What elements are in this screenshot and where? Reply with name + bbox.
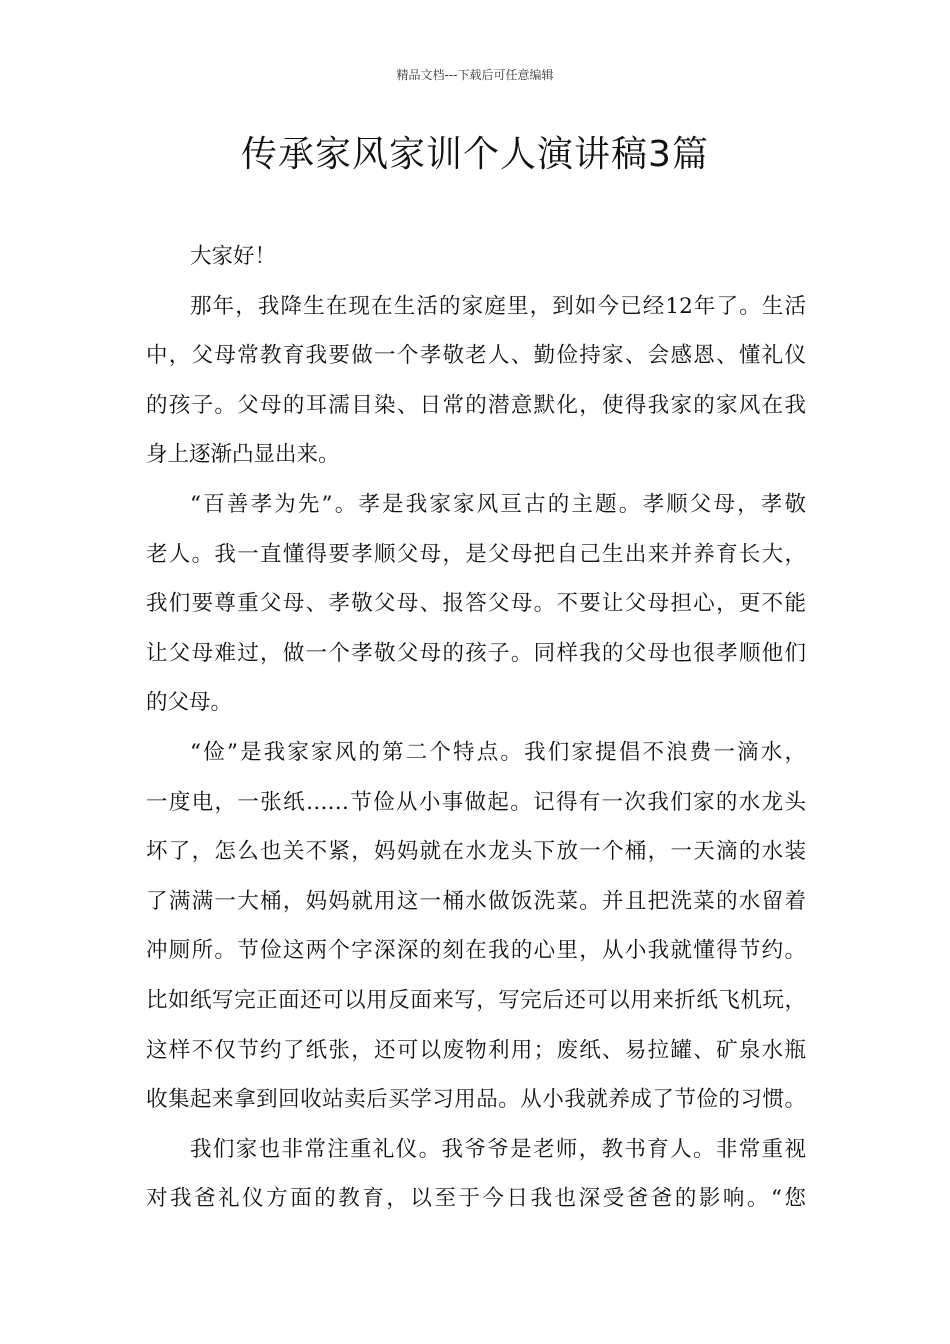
paragraph-line: 了满满一大桶，妈妈就用这一桶水做饭洗菜。并且把洗菜的水留着 xyxy=(146,888,806,914)
paragraph-line: 身上逐渐凸显出来。 xyxy=(146,442,340,468)
paragraph-line: 老人。我一直懂得要孝顺父母，是父母把自己生出来并养育长大， xyxy=(146,541,806,567)
header-note: 精品文档---下载后可任意编辑 xyxy=(396,68,554,82)
paragraph-line: 收集起来拿到回收站卖后买学习用品。从小我就养成了节俭的习惯。 xyxy=(146,1087,806,1113)
paragraph-line: 中，父母常教育我要做一个孝敬老人、勤俭持家、会感恩、懂礼仪 xyxy=(146,343,806,369)
paragraph-line: 冲厕所。节俭这两个字深深的刻在我的心里，从小我就懂得节约。 xyxy=(146,938,806,964)
paragraph-line: 一度电，一张纸……节俭从小事做起。记得有一次我们家的水龙头 xyxy=(146,789,806,815)
paragraph-line: 我们家也非常注重礼仪。我爷爷是老师，教书育人。非常重视 xyxy=(190,1136,806,1162)
paragraph-line: 的父母。 xyxy=(146,690,233,716)
paragraph-line: 大家好！ xyxy=(190,244,277,269)
paragraph-line: 这样不仅节约了纸张，还可以废物利用；废纸、易拉罐、矿泉水瓶 xyxy=(146,1037,806,1063)
paragraph-line: “俭”是我家家风的第二个特点。我们家提倡不浪费一滴水， xyxy=(190,739,806,765)
paragraph-line: 让父母难过，做一个孝敬父母的孩子。同样我的父母也很孝顺他们 xyxy=(146,640,806,666)
paragraph-line: 比如纸写完正面还可以用反面来写，写完后还可以用来折纸飞机玩， xyxy=(146,987,806,1013)
paragraph-line: 我们要尊重父母、孝敬父母、报答父母。不要让父母担心，更不能 xyxy=(146,591,806,617)
paragraph-line: 坏了，怎么也关不紧，妈妈就在水龙头下放一个桶，一天滴的水装 xyxy=(146,839,806,865)
document-body xyxy=(146,232,806,1224)
paragraph-line: “百善孝为先”。孝是我家家风亘古的主题。孝顺父母，孝敬 xyxy=(190,491,806,517)
document-title: 传承家风家训个人演讲稿3篇 xyxy=(241,134,709,175)
paragraph-line: 的孩子。父母的耳濡目染、日常的潜意默化，使得我家的家风在我 xyxy=(146,392,806,418)
paragraph-line: 对我爸礼仪方面的教育，以至于今日我也深受爸爸的影响。“您 xyxy=(146,1186,806,1212)
paragraph-line: 那年，我降生在现在生活的家庭里，到如今已经12年了。生活 xyxy=(190,293,806,319)
